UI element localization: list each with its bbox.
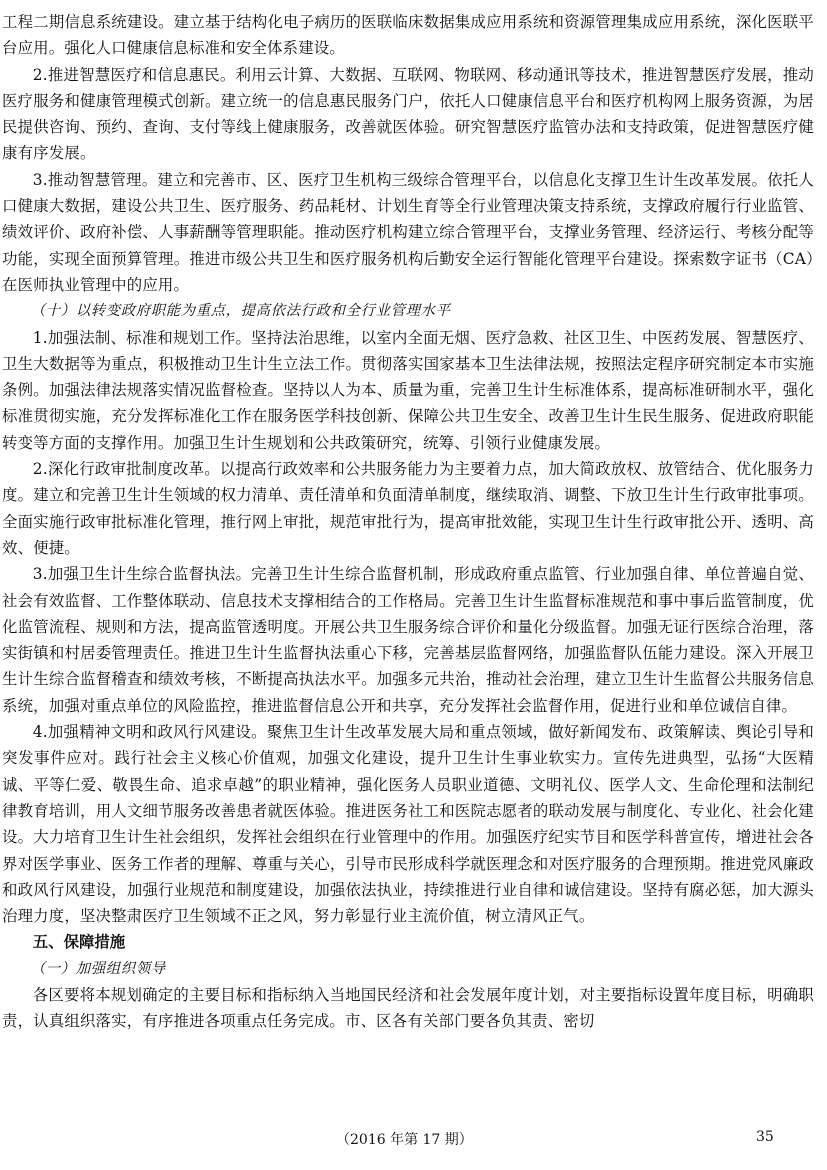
paragraph-continuation: 工程二期信息系统建设。建立基于结构化电子病历的医联临床数据集成应用系统和资源管理集成应用系统，深化医联平台应用。强化人口健康信息标准和安全体系建设。 xyxy=(2,13,814,58)
paragraph-district-targets: 各区要将本规划确定的主要目标和指标纳入当地国民经济和社会发展年度计划，对主要指标设置年度目标，明确职责，认真组织落实，有序推进各项重点任务完成。市、区各有关部门要各负其责、密切 xyxy=(2,985,814,1031)
paragraph-supervision-enforcement: 3.加强卫生计生综合监督执法。完善卫生计生综合监督机制，形成政府重点监管、行业加强自律、单位普遍自觉、社会有效监督、工作整体联动、信息技术支撑相结合的工作格局。完善卫生计生监督标准规范和事中事后监管制度，优化监管流程、规则和方法，提高监管透明度。开展公共卫生服务综合评价和量化分级监督。加强无证行医综合治理，落实街镇和村居委管理责任。推进卫生计生监督执法重心下移，完善基层监督网络，加强监督队伍能力建设。深入开展卫生计生综合监督稽查和绩效考核，不断提高执法水平。加强多元共治，推动社会治理，建立卫生计生监督公共服务信息系统，加强对重点单位的风险监控，推进监督信息公开和共享，充分发挥社会监督作用，促进行业和单位诚信自律。 xyxy=(2,565,814,715)
page-number: 35 xyxy=(756,1129,774,1145)
paragraph-smart-management: 3.推动智慧管理。建立和完善市、区、医疗卫生机构三级综合管理平台，以信息化支撑卫生计生改革发展。依托人口健康大数据，建设公共卫生、医疗服务、药品耗材、计划生育等全行业管理决策支持系统，支撑政府履行行业监管、绩效评价、政府补偿、人事薪酬等管理职能。推动医疗机构建立综合管理平台，支撑业务管理、经济运行、考核分配等功能，实现全面预算管理。推进市级公共卫生和医疗服务机构后勤安全运行智能化管理平台建设。探索数字证书（CA）在医师执业管理中的应用。 xyxy=(2,170,814,294)
subheading-organizational-leadership: （一）加强组织领导 xyxy=(30,960,166,977)
subheading-government-functions: （十）以转变政府职能为重点，提高依法行政和全行业管理水平 xyxy=(30,303,451,320)
paragraph-smart-medical: 2.推进智慧医疗和信息惠民。利用云计算、大数据、互联网、物联网、移动通讯等技术，推进智慧医疗发展，推动医疗服务和健康管理模式创新。建立统一的信息惠民服务门户，依托人口健康信息平台和医疗机构网上服务资源，为居民提供咨询、预约、查询、支付等线上健康服务，改善就医体验。研究智慧医疗监管办法和支持政策，促进智慧医疗健康有序发展。 xyxy=(2,65,814,163)
document-body xyxy=(2,9,814,1035)
paragraph-administrative-approval: 2.深化行政审批制度改革。以提高行政效率和公共服务能力为主要着力点，加大简政放权、放管结合、优化服务力度。建立和完善卫生计生领域的权力清单、责任清单和负面清单制度，继续取消、调整、下放卫生计生行政审批事项。全面实施行政审批标准化管理，推行网上审批，规范审批行为，提高审批效能，实现卫生计生行政审批公开、透明、高效、便捷。 xyxy=(2,460,814,557)
issue-label: （2016 年第 17 期） xyxy=(336,1132,473,1148)
page-footer xyxy=(0,1129,827,1153)
section-heading-safeguards: 五、保障措施 xyxy=(32,933,126,952)
paragraph-legal-standards: 1.加强法制、标准和规划工作。坚持法治思维，以室内全面无烟、医疗急救、社区卫生、中医药发展、智慧医疗、卫生大数据等为重点，积极推动卫生计生立法工作。贯彻落实国家基本卫生法律法规，按照法定程序研究制定本市实施条例。加强法律法规落实情况监督检查。坚持以人为本、质量为重，完善卫生计生标准体系，提高标准研制水平，强化标准贯彻实施，充分发挥标准化工作在服务医学科技创新、保障公共卫生安全、改善卫生计生民生服务、促进政府职能转变等方面的支撑作用。加强卫生计生规划和公共政策研究，统筹、引领行业健康发展。 xyxy=(2,328,814,452)
paragraph-spiritual-civilization: 4.加强精神文明和政风行风建设。聚焦卫生计生改革发展大局和重点领域，做好新闻发布、政策解读、舆论引导和突发事件应对。践行社会主义核心价值观，加强文化建设，提升卫生计生事业软实力。宣传先进典型，弘扬“大医精诚、平等仁爱、敬畏生命、追求卓越”的职业精神，强化医务人员职业道德、文明礼仪、医学人文、生命伦理和法制纪律教育培训，用人文细节服务改善患者就医体验。推进医务社工和医院志愿者的联动发展与制度化、专业化、社会化建设。大力培育卫生计生社会组织，发挥社会组织在行业管理中的作用。加强医疗纪实节目和医学科普宣传，增进社会各界对医学事业、医务工作者的理解、尊重与关心，引导市民形成科学就医理念和对医疗服务的合理预期。推进党风廉政和政风行风建设，加强行业规范和制度建设，加强依法执业，持续推进行业自律和诚信建设。坚持有腐必惩，加大源头治理力度，坚决整肃医疗卫生领域不正之风，努力彰显行业主流价值，树立清风正气。 xyxy=(2,723,814,926)
